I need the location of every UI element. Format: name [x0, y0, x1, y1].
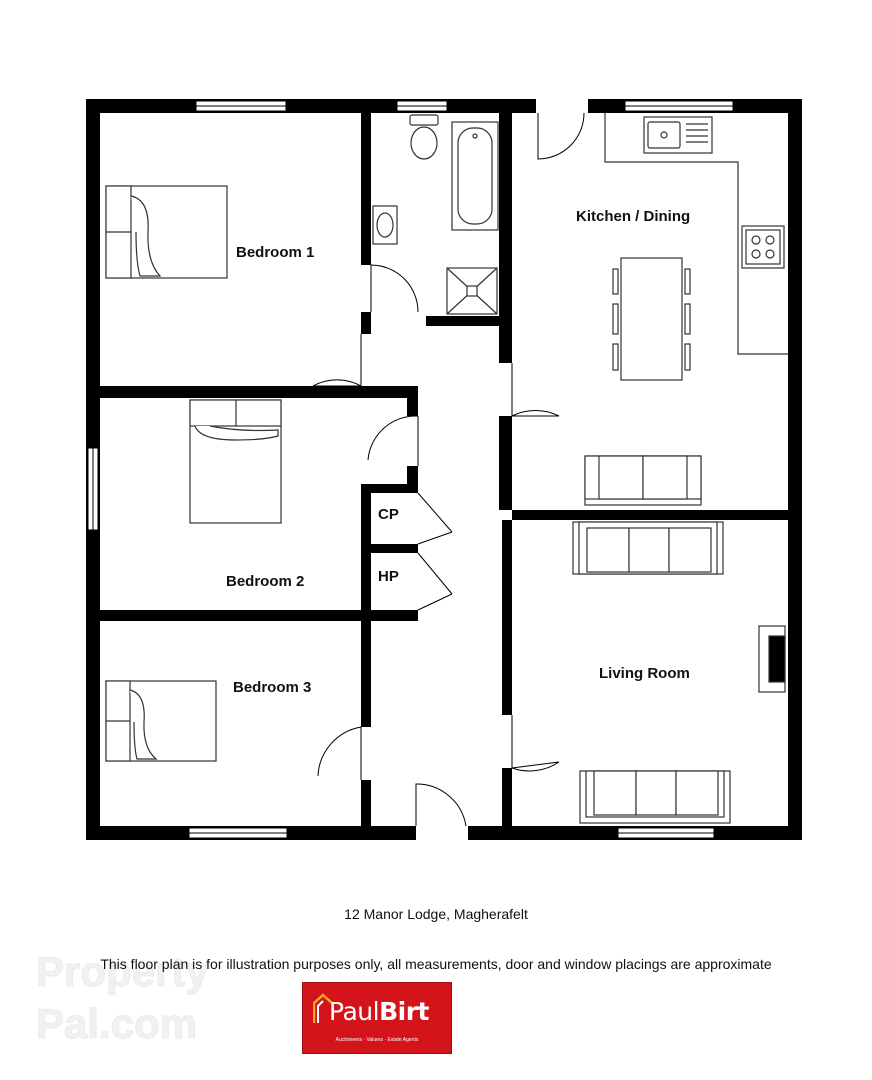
- watermark-line-2: Pal.com: [36, 1000, 198, 1047]
- sofa-icon: [585, 456, 701, 505]
- property-address: 12 Manor Lodge, Magherafelt: [344, 906, 528, 922]
- agent-logo-tagline: Auctioneers · Valuers · Estate Agents: [335, 1037, 419, 1043]
- disclaimer-text: This floor plan is for illustration purposes only, all measurements, door and window placings are approximate: [100, 956, 772, 972]
- toilet-icon: [410, 115, 438, 159]
- room-label-bedroom-1: Bedroom 1: [236, 244, 315, 261]
- door-kitchen-external: [538, 113, 584, 159]
- bed-icon: [106, 186, 227, 278]
- room-label-hp: HP: [378, 568, 399, 585]
- kitchen-sink-icon: [644, 117, 712, 153]
- room-label-living-room: Living Room: [599, 665, 690, 682]
- basin-icon: [373, 206, 397, 244]
- brand-first: Paul: [329, 997, 380, 1026]
- shower-icon: [447, 268, 497, 314]
- door-bathroom: [371, 265, 418, 312]
- door-kitchen: [512, 363, 559, 416]
- bath-icon: [452, 122, 498, 230]
- room-label-cp: CP: [378, 506, 399, 523]
- bed-icon: [190, 400, 281, 523]
- watermark-line-1: Property: [36, 948, 209, 995]
- agent-logo-brand: [329, 997, 429, 1026]
- brand-second: Birt: [379, 997, 429, 1026]
- doors: [313, 113, 584, 826]
- door-living: [512, 715, 559, 771]
- door-bedroom-3: [318, 727, 361, 780]
- bed-icon: [106, 681, 216, 761]
- door-cp: [418, 493, 452, 544]
- door-bedroom-2: [368, 416, 418, 466]
- door-front: [416, 784, 466, 826]
- room-label-kitchen-dining: Kitchen / Dining: [576, 208, 691, 225]
- hob-icon: [742, 226, 784, 268]
- sofa-icon: [580, 771, 730, 823]
- door-bedroom-1: [313, 334, 361, 386]
- dining-table-icon: [613, 258, 690, 380]
- door-hp: [418, 553, 452, 610]
- fireplace-icon: [759, 626, 785, 692]
- room-label-bedroom-3: Bedroom 3: [233, 679, 312, 696]
- room-label-bedroom-2: Bedroom 2: [226, 573, 305, 590]
- agent-logo: [303, 983, 451, 1053]
- sofa-icon: [573, 522, 723, 574]
